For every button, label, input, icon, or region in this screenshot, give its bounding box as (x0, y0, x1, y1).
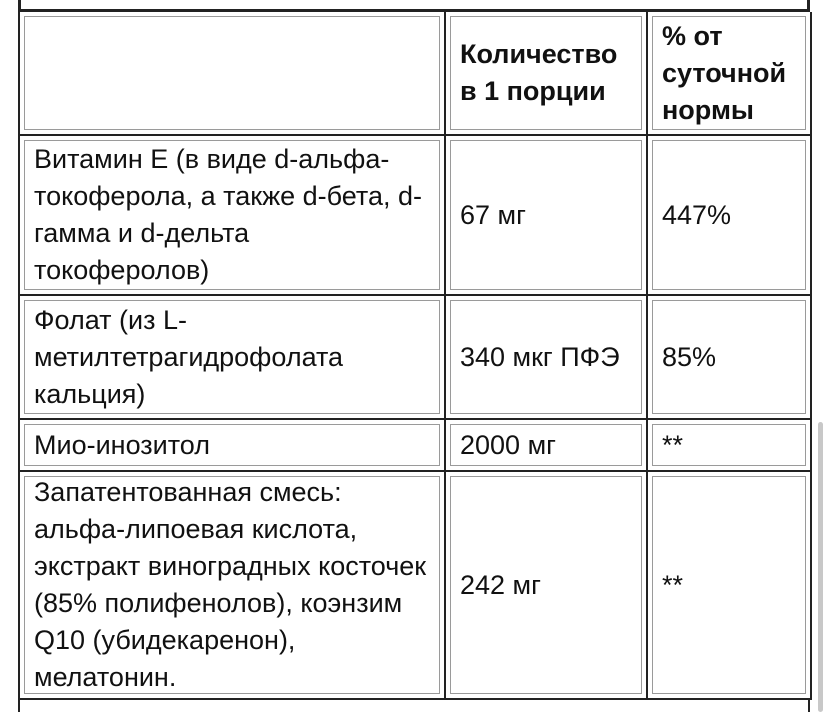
row-nutrient: Запатентованная смесь: альфа-липоевая кислота, экстракт виноградных косточек (85% полифенолов), коэнзим Q10 (убидекаренон), мелатонин. (20, 472, 446, 700)
row-daily-value: ** (648, 420, 812, 472)
scrollbar[interactable] (818, 422, 823, 712)
row-amount: 340 мкг ПФЭ (446, 296, 648, 420)
supplement-facts-table (18, 12, 812, 700)
row-daily-value: 85% (648, 296, 812, 420)
row-nutrient: Мио-инозитол (20, 420, 446, 472)
table-row (20, 136, 812, 296)
row-amount: 67 мг (446, 136, 648, 296)
table-top-edge (18, 0, 810, 12)
header-daily-value: % от суточной нормы (648, 12, 812, 136)
row-amount: 242 мг (446, 472, 648, 700)
header-amount: Количество в 1 порции (446, 12, 648, 136)
row-nutrient: Фолат (из L-метилтетрагидрофолата кальция) (20, 296, 446, 420)
row-daily-value: 447% (648, 136, 812, 296)
row-daily-value: ** (648, 472, 812, 700)
table-row (20, 420, 812, 472)
table-row (20, 296, 812, 420)
table-row (20, 472, 812, 700)
header-nutrient (20, 12, 446, 136)
table-bottom-edge (18, 700, 810, 712)
table-header-row (20, 12, 812, 136)
row-amount: 2000 мг (446, 420, 648, 472)
row-nutrient: Витамин E (в виде d-альфа-токоферола, а также d-бета, d-гамма и d-дельта токоферолов) (20, 136, 446, 296)
